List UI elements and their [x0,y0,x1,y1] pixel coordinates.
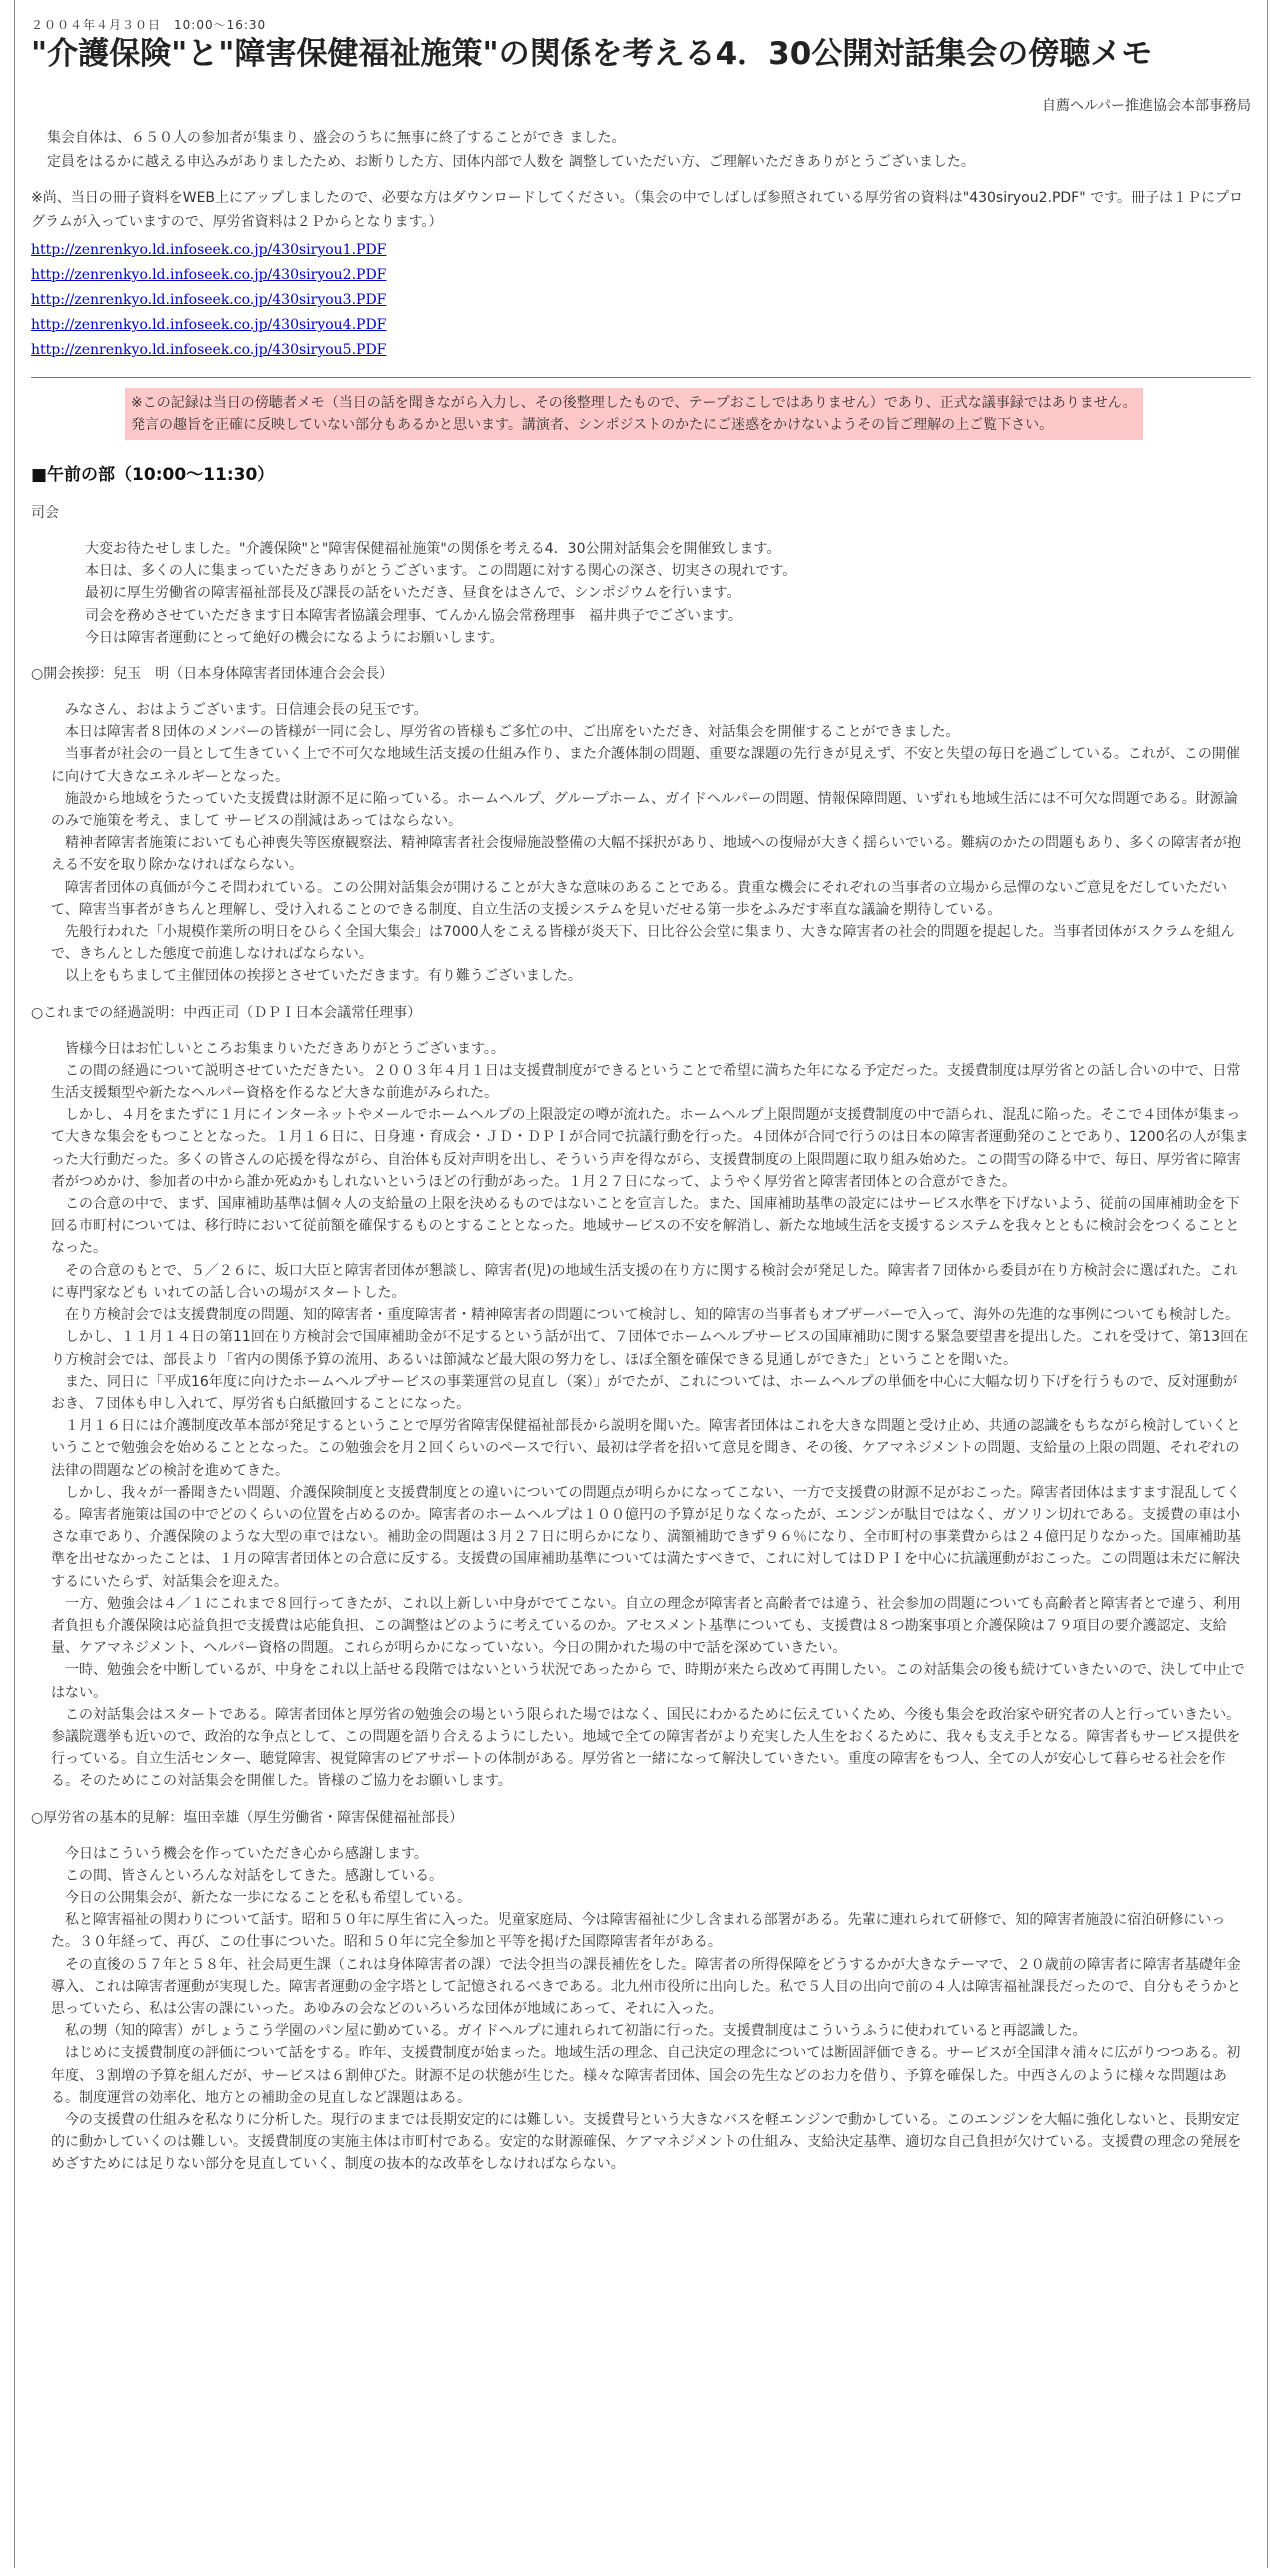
speech-block [31,1038,1251,1793]
speech-paragraph: しかし、我々が一番聞きたい問題、介護保険制度と支援費制度との違いについての問題点が明らかになってこない、一方で支援費の財源不足がおこった。障害者団体はますます混乱してくる。障害者施策は国の中でどのくらいの位置を占めるのか。障害者のホームヘルプは１００億円の予算が足りなくなったが、エンジンが駄目ではなく、ガソリン切れである。支援費の車は小さな車であり、介護保険のような大型の車ではない。補助金の問題は３月２７日に明らかになり、満額補助できず９６％になり、全市町村の事業費からは２４億円足りなかった。国庫補助基準を出せなかったことは、１月の障害者団体との合意に反する。支援費の国庫補助基準については満たすべきで、これに対してはＤＰＩを中心に抗議運動がおこった。この問題は未だに解決するにいたらず、対話集会を迎えた。 [51,1484,1241,1590]
speaker-heading: ○厚労省の基本的見解：塩田幸雄（厚生労働省・障害保健福祉部長） [31,1809,464,1826]
speech-paragraph: 施設から地域をうたっていた支援費は財源不足に陥っている。ホームヘルプ、グループホーム、ガイドヘルパーの問題、情報保障問題、いずれも地域生活には不可欠な問題である。財源論のみで施策を考え、まして サービスの削減はあってはならない。 [51,790,1238,830]
speech-paragraph: しかし、１１月１４日の第11回在り方検討会で国庫補助金が不足するという話が出て、７団体でホームヘルプサービスの国庫補助に関する緊急要望書を提出した。これを受けて、第13回在り方検討会では、部長より「省内の関係予算の流用、あるいは節減など最大限の努力をし、ほぼ全額を確保できる見通しができた」ということを聞いた。 [51,1329,1249,1368]
speech-paragraph: 当事者が社会の一員として生きていく上で不可欠な地域生活支援の仕組み作り、また介護体制の問題、重要な課題の先行きが見えず、不安と失望の毎日を過ごしている。これが、この開催に向けて大きなエネルギーとなった。 [51,746,1240,785]
speech-paragraph: 障害者団体の真価が今こそ問われている。この公開対話集会が開けることが大きな意味のあることである。貴重な機会にそれぞれの当事者の立場から忌憚のないご意見をだしていただいて、障害当事者がきちんと理解し、受け入れることのできる制度、自立生活の支援システムを見いだせる第一歩をふみだす率直な議論を期待している。 [51,879,1227,918]
intro-paragraph: 集会自体は、６５０人の参加者が集まり、盛会のうちに無事に終了することができ ました。 [47,130,626,146]
download-note [31,186,1251,234]
speaker-heading: ○開会挨拶：兒玉 明（日本身体障害者団体連合会会長） [31,666,394,683]
intro-paragraph: 定員をはるかに越える申込みがありましたため、お断りした方、団体内部で人数を 調整していただい方、ご理解いただきありがとうございました。 [47,154,975,170]
speech-paragraph: この対話集会はスタートである。障害者団体と厚労省の勉強会の場という限られた場ではなく、国民にわかるために伝えていくため、今後も集会を政治家や研究者の人と行っていきたい。参議院選挙も近いので、政治的な争点として、この問題を語り合えるようにしたい。地域で全ての障害者がより充実した人生をおくるために、我々も支え手となる。障害者もサービス提供を行っている。自立生活センター、聴覚障害、視覚障害のピアサポートの体制がある。厚労省と一緒になって解決していきたい。重度の障害をもつ人、全ての人が安心して暮らせる社会を作る。そのためにこの対話集会を開催した。皆様のご協力をお願いします。 [51,1706,1241,1790]
speech-block [31,1843,1251,2176]
speech-paragraph: 精神者障害者施策においても心神喪失等医療観察法、精神障害者社会復帰施設整備の大幅不採択があり、地域への復帰が大きく揺らいでいる。難病のかたの問題もあり、多くの障害者が抱える不安を取り除かなければならない。 [51,835,1241,874]
speech-paragraph: 在り方検討会では支援費制度の問題、知的障害者・重度障害者・精神障害者の問題について検討し、知的障害の当事者もオブザーバーで入って、海外の先進的な事例についても検討した。 [65,1307,1240,1324]
speech-paragraph: 一時、勉強会を中断しているが、中身をこれ以上話せる段階ではないという状況であったから で、時期が来たら改めて再開したい。この対話集会の後も続けていきたいので、決して中止ではない。 [51,1662,1245,1701]
morning-heading: ■午前の部（10:00～11:30） [31,465,275,485]
speech-paragraph: 本日は、多くの人に集まっていただきありがとうございます。この問題に対する関心の深さ、切実さの現れです。 [85,563,797,580]
note-paragraph: ※尚、当日の冊子資料をWEB上にアップしましたので、必要な方はダウンロードしてください。（集会の中でしばしば参照されている厚労省の資料は"430siryou2.PDF" です。冊子は１Ｐにプログラムが入っていますので、厚労省資料は２Ｐからとなります。） [31,190,1243,230]
speech-paragraph: この合意の中で、まず、国庫補助基準は個々人の支給量の上限を決めるものではないことを宣言した。また、国庫補助基準の設定にはサービス水準を下げないよう、従前の国庫補助金を下回る市町村については、移行時において従前額を確保するものとすることとなった。地域サービスの不安を解消し、新たな地域生活を支援するシステムを我々とともに検討会をつくることとなった。 [51,1196,1240,1257]
intro-text [31,126,1251,174]
speeches [31,502,1251,2176]
speech-paragraph: 今日はこういう機会を作っていただき心から感謝します。 [65,1845,428,1862]
pdf-link-5[interactable]: http://zenrenkyo.ld.infoseek.co.jp/430siryou5.PDF [31,342,387,358]
speech-paragraph: はじめに支援費制度の評価について話をする。昨年、支援費制度が始まった。地域生活の理念、自己決定の理念については断固評価できる。サービスが全国津々浦々に広がりつつある。初年度、３割増の予算を組んだが、サービスは６割伸びた。財源不足の状態が生じた。様々な障害者団体、国会の先生などのお力を借り、予算を確保した。中西さんのように様々な問題はある。制度運営の効率化、地方との補助金の見直しなど課題はある。 [51,2045,1241,2106]
pdf-link-list [31,238,1251,363]
speech-paragraph: 以上をもちまして主催団体の挨拶とさせていただきます。有り難うございました。 [65,968,582,985]
memo-page [14,0,1268,2568]
speech-paragraph: その直後の５７年と５８年、社会局更生課（これは身体障害者の課）で法令担当の課長補佐をした。障害者の所得保障をどうするかが大きなテーマで、２０歳前の障害者に障害者基礎年金導入、これは障害者運動が実現した。障害者運動の金字塔として記憶されるべきである。北九州市役所に出向した。私で５人目の出向で前の４人は障害福祉課長だったので、自分もそうかと思っていたら、私は公害の課にいった。あゆみの会などのいろいろな団体が地域にあって、それに入った。 [51,1956,1241,2017]
speech-paragraph: １月１６日には介護制度改革本部が発足するということで厚労省障害保健福祉部長から説明を聞いた。障害者団体はこれを大きな問題と受け止め、共通の認識をもちながら検討していくということで勉強会を始めることとなった。この勉強会を月２回くらいのペースで行い、最初は学者を招いて意見を聞き、その後、ケアマネジメントの問題、支給量の上限の問題、それぞれの法律の問題などの検討を進めてきた。 [51,1418,1241,1479]
speech-paragraph: 今の支援費の仕組みを私なりに分析した。現行のままでは長期安定的には難しい。支援費号という大きなバスを軽エンジンで動かしている。このエンジンを大幅に強化しないと、長期安定的に動かしていくのは難しい。支援費制度の実施主体は市町村である。安定的な財源確保、ケアマネジメントの仕組み、支給決定基準、適切な自己負担が欠けている。支援費の理念の発展をめざすためには足りない部分を見直していく、制度の抜本的な改革をしなければならない。 [51,2112,1242,2173]
disclaimer-box: ※この記録は当日の傍聴者メモ（当日の話を聞きながら入力し、その後整理したもので、テープおこしではありません）であり、正式な議事録ではありません。発言の趣旨を正確に反映していない部分もあるかと思います。講演者、シンポジストのかたにご迷惑をかけないようその旨ご理解の上ご覧下さい。 [125,388,1143,440]
speech-paragraph: 私と障害福祉の関わりについて話す。昭和５０年に厚生省に入った。児童家庭局、今は障害福祉に少し含まれる部署がある。先輩に連れられて研修で、知的障害者施設に宿泊研修にいった。３０年経って、再び、この仕事についた。昭和５０年に完全参加と平等を掲げた国際障害者年がある。 [51,1912,1226,1951]
speech-paragraph: この間の経過について説明させていただきたい。２００３年４月１日は支援費制度ができるということで希望に満ちた年になる予定だった。支援費制度は厚労省との話し合いの中で、日常生活支援類型や新たなヘルパー資格を作るなど大きな前進がみられた。 [51,1062,1241,1102]
speaker-heading: 司会 [31,505,59,521]
event-date: ２００４年４月３０日 10:00～16:30 [31,18,267,32]
speech-paragraph: 今日の公開集会が、新たな一歩になることを私も希望している。 [65,1889,471,1906]
page-title: "介護保険"と"障害保健福祉施策"の関係を考える4．30公開対話集会の傍聴メモ [31,36,1153,72]
pdf-link-1[interactable]: http://zenrenkyo.ld.infoseek.co.jp/430siryou1.PDF [31,242,387,258]
author-org: 自薦ヘルパー推進協会本部事務局 [1041,98,1251,114]
speech-block [31,538,1251,649]
speech-paragraph: 一方、勉強会は４／１にこれまで８回行ってきたが、これ以上新しい中身がでてこない。自立の理念が障害者と高齢者では違う、社会参加の問題についても高齢者と障害者とで違う、利用者負担も介護保険は応益負担で支援費は応能負担、この調整はどのように考えているのか。アセスメント基準についても、支援費は８つ勘案事項と介護保険は７９項目の要介護認定、支給量、ケアマネジメント、ヘルパー資格の問題。これらが明らかになっていない。今日の開かれた場の中で話を深めていきたい。 [51,1595,1241,1657]
speech-paragraph: また、同日に「平成16年度に向けたホームヘルプサービスの事業運営の見直し（案）」がでたが、これについては、ホームヘルプの単価を中心に大幅な切り下げを行うもので、反対運動がおき、７団体も申し入れて、厚労省も白紙撤回することになった。 [51,1373,1238,1412]
speech-paragraph: 今日は障害者運動にとって絶好の機会になるようにお願いします。 [85,629,504,646]
speech-paragraph: 皆様今日はお忙しいところお集まりいただきありがとうございます。。 [65,1040,505,1057]
speech-paragraph: この間、皆さんといろんな対話をしてきた。感謝している。 [65,1867,443,1884]
pdf-link-3[interactable]: http://zenrenkyo.ld.infoseek.co.jp/430siryou3.PDF [31,292,387,308]
speaker-heading: ○これまでの経過説明：中西正司（ＤＰＩ日本会議常任理事） [31,1004,422,1021]
pdf-link-4[interactable]: http://zenrenkyo.ld.infoseek.co.jp/430siryou4.PDF [31,317,387,333]
speech-paragraph: 本日は障害者８団体のメンバーの皆様が一同に会し、厚労省の皆様もご多忙の中、ご出席をいただき、対話集会を開催することができました。 [65,724,960,741]
speech-paragraph: 司会を務めさせていただきます日本障害者協議会理事、てんかん協会常務理事 福井典子でございます。 [85,607,742,624]
speech-paragraph: 最初に厚生労働省の障害福祉部長及び課長の話をいただき、昼食をはさんで、シンポジウムを行います。 [85,585,741,602]
speech-paragraph: その合意のもとで、５／２６に、坂口大臣と障害者団体が懇談し、障害者(児)の地域生活支援の在り方に関する検討会が発足した。障害者７団体から委員が在り方検討会に選ばれた。これに専門家なども いれての話し合いの場がスタートした。 [51,1262,1238,1301]
speech-paragraph: 大変お待たせしました。"介護保険"と"障害保健福祉施策"の関係を考える4．30公開対話集会を開催致します。 [85,541,781,557]
speech-paragraph: しかし、４月をまたずに１月にインターネットやメールでホームヘルプの上限設定の噂が流れた。ホームヘルプ上限問題が支援費制度の中で語られ、混乱に陥った。そこで４団体が集まって大きな集会をもつこととなった。１月１６日に、日身連・育成会・ＪＤ・ＤＰＩが合同で抗議行動を行った。４団体が合同で行うのは日本の障害者運動発のことであり、1200名の人が集まった大行動だった。多くの皆さんの応援を得ながら、自治体も反対声明を出し、そういう声を得ながら、支援費制度の上限問題に取り組み始めた。この間雪の降る中で、毎日、厚労省に障害者がつめかけ、参加者の中から誰か死ぬかもしれないというほどの行動があった。１月２７日になって、ようやく厚労省と障害者団体との合意ができた。 [51,1107,1249,1190]
speech-paragraph: みなさん、おはようございます。日信連会長の兒玉です。 [65,702,428,719]
speech-paragraph: 私の甥（知的障害）がしょうこう学園のパン屋に勤めている。ガイドヘルプに連れられて初詣に行った。支援費制度はこういうふうに使われていると再認識した。 [65,2023,1087,2040]
pdf-link-2[interactable]: http://zenrenkyo.ld.infoseek.co.jp/430siryou2.PDF [31,267,387,283]
divider [31,377,1251,378]
speech-paragraph: 先般行われた「小規模作業所の明日をひらく全国大集会」は7000人をこえる皆様が炎天下、日比谷公会堂に集まり、大きな障害者の社会的問題を提起した。当事者団体がスクラムを組んで、きちんとした態度で前進しなければならない。 [51,924,1235,963]
speech-block [31,699,1251,988]
